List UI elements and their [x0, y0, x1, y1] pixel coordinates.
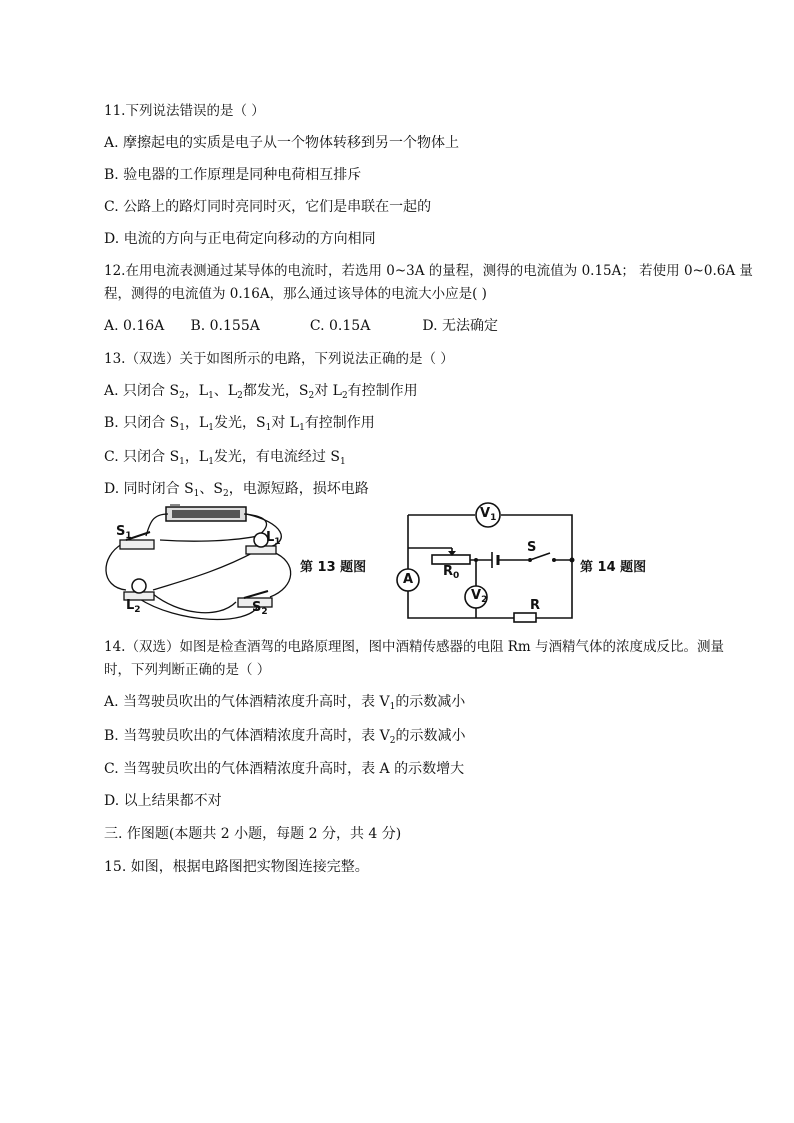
- fig14-label-r0: $R_0$: [443, 564, 460, 581]
- fig14-label-v2: $V_2$: [471, 588, 488, 605]
- sensor-resistor-icon: [514, 613, 536, 622]
- q11-option-c: C. 公路上的路灯同时亮同时灭，它们是串联在一起的: [104, 199, 432, 215]
- q11-option-a: A. 摩擦起电的实质是电子从一个物体转移到另一个物体上: [104, 135, 460, 151]
- fig14-label-s: S: [527, 540, 537, 555]
- q14-option-c: C. 当驾驶员吹出的气体酒精浓度升高时，表 A 的示数增大: [104, 761, 465, 777]
- q14-option-a: A. 当驾驶员吹出的气体酒精浓度升高时，表 $V_1$的示数减小: [104, 694, 466, 712]
- q12-option-b: B. 0.155A: [190, 318, 260, 334]
- q12-stem-line2: 程，测得的电流值为 0.16A，那么通过该导体的电流大小应是( ): [104, 286, 487, 302]
- fig13-label-l1: $L_1$: [266, 530, 281, 547]
- q11-stem: 11.下列说法错误的是（ ）: [104, 103, 265, 119]
- q14-option-b: B. 当驾驶员吹出的气体酒精浓度升高时，表 $V_2$的示数减小: [104, 728, 466, 746]
- q13-option-a: A. 只闭合 $S_2$，$L_1$、$L_2$都发光，$S_2$对 $L_2$有控制作用: [104, 383, 418, 401]
- q13-stem: 13.（双选）关于如图所示的电路，下列说法正确的是（ ）: [104, 351, 454, 367]
- q11-option-b: B. 验电器的工作原理是同种电荷相互排斥: [104, 167, 362, 183]
- q15-stem: 15. 如图，根据电路图把实物图连接完整。: [104, 859, 369, 875]
- fig13-label-l2: $L_2$: [126, 598, 141, 615]
- q14-stem-line2: 时，下列判断正确的是（ ）: [104, 662, 271, 678]
- q12-option-c: C. 0.15A: [309, 318, 371, 334]
- q14-option-d: D. 以上结果都不对: [104, 793, 222, 809]
- fig14-label-v1: $V_1$: [480, 506, 497, 523]
- fig14-caption: 第 14 题图: [580, 560, 647, 575]
- fig13-label-s2: $S_2$: [252, 600, 268, 617]
- fig13-label-s1: $S_1$: [116, 524, 132, 541]
- q12-stem-line1: 12.在用电流表测通过某导体的电流时，若选用 0~3A 的量程，测得的电流值为 0.15A； 若使用 0~0.6A 量: [104, 263, 753, 279]
- rheostat-r0-icon: [432, 555, 470, 564]
- fig13-caption: 第 13 题图: [300, 560, 367, 575]
- lamp-l2-icon: [132, 579, 146, 593]
- section-3-title: 三. 作图题(本题共 2 小题，每题 2 分，共 4 分): [104, 826, 402, 842]
- switch-s1-icon: [120, 540, 154, 549]
- fig14-label-r: R: [530, 598, 541, 613]
- q11-option-d: D. 电流的方向与正电荷定向移动的方向相同: [104, 231, 376, 247]
- q12-option-a: A. 0.16A: [104, 318, 165, 334]
- q12-option-d: D. 无法确定: [422, 318, 498, 334]
- fig14-label-a: A: [403, 572, 414, 587]
- q13-option-b: B. 只闭合 $S_1$，$L_1$发光，$S_1$对 $L_1$有控制作用: [104, 415, 375, 433]
- q12-choices: [104, 317, 498, 335]
- q13-option-d: D. 同时闭合 $S_1$、$S_2$，电源短路，损坏电路: [104, 481, 369, 499]
- q13-option-c: C. 只闭合 $S_1$，$L_1$发光，有电流经过 $S_1$: [104, 449, 346, 467]
- q14-stem-line1: 14.（双选）如图是检查酒驾的电路原理图，图中酒精传感器的电阻 Rm 与酒精气体的浓度成反比。测量: [104, 639, 725, 655]
